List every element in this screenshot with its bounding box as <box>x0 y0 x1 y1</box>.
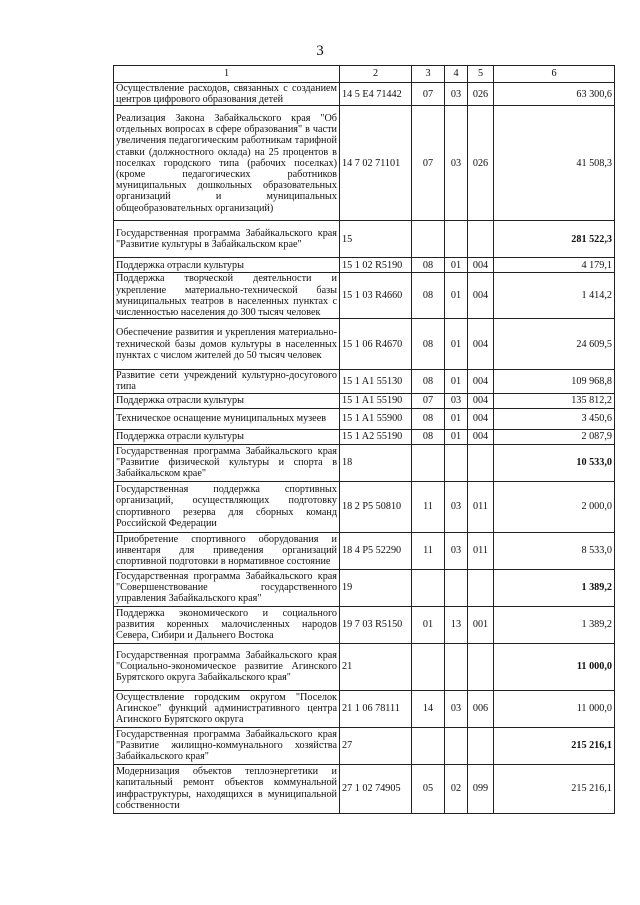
row-subsection: 13 <box>445 606 468 643</box>
row-expense-type: 004 <box>468 393 494 408</box>
table-row <box>114 273 615 319</box>
row-amount: 281 522,3 <box>494 221 615 258</box>
row-expense-type <box>468 643 494 690</box>
column-header: 1 <box>114 66 340 83</box>
table-row <box>114 429 615 444</box>
row-section <box>412 569 445 606</box>
row-name: Поддержка творческой деятельности и укрепление материально-технической базы муниципальных театров в населенных пунктах с численностью населения до 300 тысяч человек <box>114 273 340 319</box>
row-name: Поддержка отрасли культуры <box>114 429 340 444</box>
table-header-row <box>114 66 615 83</box>
row-section: 07 <box>412 106 445 221</box>
row-expense-type <box>468 221 494 258</box>
row-code: 15 1 A1 55900 <box>340 408 412 429</box>
row-expense-type: 004 <box>468 408 494 429</box>
row-amount: 24 609,5 <box>494 319 615 370</box>
row-name: Государственная программа Забайкальского края "Развитие физической культуры и спорта в Забайкальском крае" <box>114 444 340 481</box>
row-subsection <box>445 221 468 258</box>
row-expense-type: 004 <box>468 429 494 444</box>
row-subsection: 03 <box>445 393 468 408</box>
row-subsection <box>445 444 468 481</box>
row-section <box>412 444 445 481</box>
row-section: 08 <box>412 319 445 370</box>
table-row <box>114 532 615 569</box>
table-row <box>114 393 615 408</box>
row-section: 07 <box>412 393 445 408</box>
row-code: 27 1 02 74905 <box>340 764 412 813</box>
row-expense-type <box>468 569 494 606</box>
row-section: 08 <box>412 370 445 393</box>
page-number: 3 <box>316 43 324 59</box>
row-amount: 63 300,6 <box>494 83 615 106</box>
row-expense-type: 011 <box>468 532 494 569</box>
row-section: 11 <box>412 532 445 569</box>
row-code: 15 1 06 R4670 <box>340 319 412 370</box>
row-amount: 2 087,9 <box>494 429 615 444</box>
table-row <box>114 258 615 273</box>
row-code: 15 1 A1 55190 <box>340 393 412 408</box>
row-expense-type: 004 <box>468 370 494 393</box>
row-name: Поддержка отрасли культуры <box>114 393 340 408</box>
table-row <box>114 319 615 370</box>
row-expense-type: 004 <box>468 273 494 319</box>
row-expense-type <box>468 727 494 764</box>
row-expense-type: 004 <box>468 258 494 273</box>
row-name: Осуществление городским округом "Поселок Агинское" функций административного центра Агинского Бурятского округа <box>114 690 340 727</box>
row-subsection: 03 <box>445 532 468 569</box>
row-section: 11 <box>412 481 445 532</box>
row-code: 15 1 03 R4660 <box>340 273 412 319</box>
row-amount: 1 414,2 <box>494 273 615 319</box>
row-subsection: 01 <box>445 370 468 393</box>
row-code: 18 2 P5 50810 <box>340 481 412 532</box>
table-row <box>114 221 615 258</box>
table-row <box>114 408 615 429</box>
row-subsection <box>445 727 468 764</box>
row-subsection: 03 <box>445 106 468 221</box>
row-amount: 4 179,1 <box>494 258 615 273</box>
table-row <box>114 643 615 690</box>
row-expense-type: 006 <box>468 690 494 727</box>
row-code: 19 <box>340 569 412 606</box>
row-subsection: 02 <box>445 764 468 813</box>
row-section: 08 <box>412 408 445 429</box>
column-header: 3 <box>412 66 445 83</box>
table-row <box>114 606 615 643</box>
row-subsection <box>445 643 468 690</box>
row-amount: 11 000,0 <box>494 690 615 727</box>
row-amount: 2 000,0 <box>494 481 615 532</box>
row-subsection: 01 <box>445 319 468 370</box>
row-name: Реализация Закона Забайкальского края "Об отдельных вопросах в сфере образования" в части увеличения педагогическим работникам тарифной ставки (должностного оклада) на 25 процентов в поселках городского типа (рабочих поселках) (кроме педагогических работников муниципальных дошкольных образовательных организаций и муниципальных общеобразовательных организаций) <box>114 106 340 221</box>
row-name: Государственная поддержка спортивных организаций, осуществляющих подготовку спортивного резерва для сборных команд Российской Федерации <box>114 481 340 532</box>
table-row <box>114 106 615 221</box>
row-section: 05 <box>412 764 445 813</box>
row-code: 18 <box>340 444 412 481</box>
row-code: 19 7 03 R5150 <box>340 606 412 643</box>
row-amount: 1 389,2 <box>494 569 615 606</box>
column-header: 5 <box>468 66 494 83</box>
row-name: Обеспечение развития и укрепления материально-технической базы домов культуры в населенных пунктах с числом жителей до 50 тысяч человек <box>114 319 340 370</box>
row-code: 15 1 02 R5190 <box>340 258 412 273</box>
row-amount: 3 450,6 <box>494 408 615 429</box>
row-amount: 109 968,8 <box>494 370 615 393</box>
row-code: 21 <box>340 643 412 690</box>
row-name: Государственная программа Забайкальского края "Развитие культуры в Забайкальском крае" <box>114 221 340 258</box>
row-expense-type: 004 <box>468 319 494 370</box>
row-name: Государственная программа Забайкальского края "Совершенствование государственного управления Забайкальского края" <box>114 569 340 606</box>
table-row <box>114 83 615 106</box>
row-section <box>412 643 445 690</box>
row-name: Государственная программа Забайкальского края "Развитие жилищно-коммунального хозяйства Забайкальского края" <box>114 727 340 764</box>
row-amount: 10 533,0 <box>494 444 615 481</box>
row-amount: 11 000,0 <box>494 643 615 690</box>
row-name: Осуществление расходов, связанных с созданием центров цифрового образования детей <box>114 83 340 106</box>
row-name: Поддержка отрасли культуры <box>114 258 340 273</box>
row-section: 08 <box>412 258 445 273</box>
row-code: 15 <box>340 221 412 258</box>
row-expense-type: 026 <box>468 106 494 221</box>
row-name: Государственная программа Забайкальского края "Социально-экономическое развитие Агинского Бурятского округа Забайкальского края" <box>114 643 340 690</box>
row-name: Поддержка экономического и социального развития коренных малочисленных народов Севера, Сибири и Дальнего Востока <box>114 606 340 643</box>
row-name: Приобретение спортивного оборудования и инвентаря для приведения организаций спортивной подготовки в нормативное состояние <box>114 532 340 569</box>
row-code: 27 <box>340 727 412 764</box>
row-subsection: 03 <box>445 83 468 106</box>
row-subsection: 01 <box>445 429 468 444</box>
table-row <box>114 727 615 764</box>
row-section <box>412 727 445 764</box>
row-code: 15 1 A2 55190 <box>340 429 412 444</box>
row-expense-type: 099 <box>468 764 494 813</box>
table-row <box>114 481 615 532</box>
row-amount: 135 812,2 <box>494 393 615 408</box>
row-section: 07 <box>412 83 445 106</box>
row-code: 14 5 E4 71442 <box>340 83 412 106</box>
table-row <box>114 370 615 393</box>
row-code: 15 1 A1 55130 <box>340 370 412 393</box>
row-expense-type: 026 <box>468 83 494 106</box>
column-header: 2 <box>340 66 412 83</box>
row-name: Техническое оснащение муниципальных музеев <box>114 408 340 429</box>
row-subsection <box>445 569 468 606</box>
row-name: Развитие сети учреждений культурно-досугового типа <box>114 370 340 393</box>
row-section <box>412 221 445 258</box>
table-row <box>114 764 615 813</box>
row-section: 14 <box>412 690 445 727</box>
table-row <box>114 569 615 606</box>
column-header: 4 <box>445 66 468 83</box>
row-amount: 41 508,3 <box>494 106 615 221</box>
row-name: Модернизация объектов теплоэнергетики и капитальный ремонт объектов коммунальной инфраструктуры, находящихся в муниципальной собственности <box>114 764 340 813</box>
column-header: 6 <box>494 66 615 83</box>
table-row <box>114 444 615 481</box>
row-amount: 215 216,1 <box>494 764 615 813</box>
row-subsection: 01 <box>445 408 468 429</box>
row-subsection: 03 <box>445 690 468 727</box>
budget-table <box>113 65 615 814</box>
row-subsection: 01 <box>445 258 468 273</box>
row-section: 08 <box>412 429 445 444</box>
row-amount: 8 533,0 <box>494 532 615 569</box>
row-amount: 1 389,2 <box>494 606 615 643</box>
row-section: 08 <box>412 273 445 319</box>
table-row <box>114 690 615 727</box>
row-expense-type: 011 <box>468 481 494 532</box>
row-section: 01 <box>412 606 445 643</box>
row-expense-type <box>468 444 494 481</box>
row-subsection: 03 <box>445 481 468 532</box>
row-code: 14 7 02 71101 <box>340 106 412 221</box>
row-subsection: 01 <box>445 273 468 319</box>
row-expense-type: 001 <box>468 606 494 643</box>
row-amount: 215 216,1 <box>494 727 615 764</box>
row-code: 21 1 06 78111 <box>340 690 412 727</box>
row-code: 18 4 P5 52290 <box>340 532 412 569</box>
